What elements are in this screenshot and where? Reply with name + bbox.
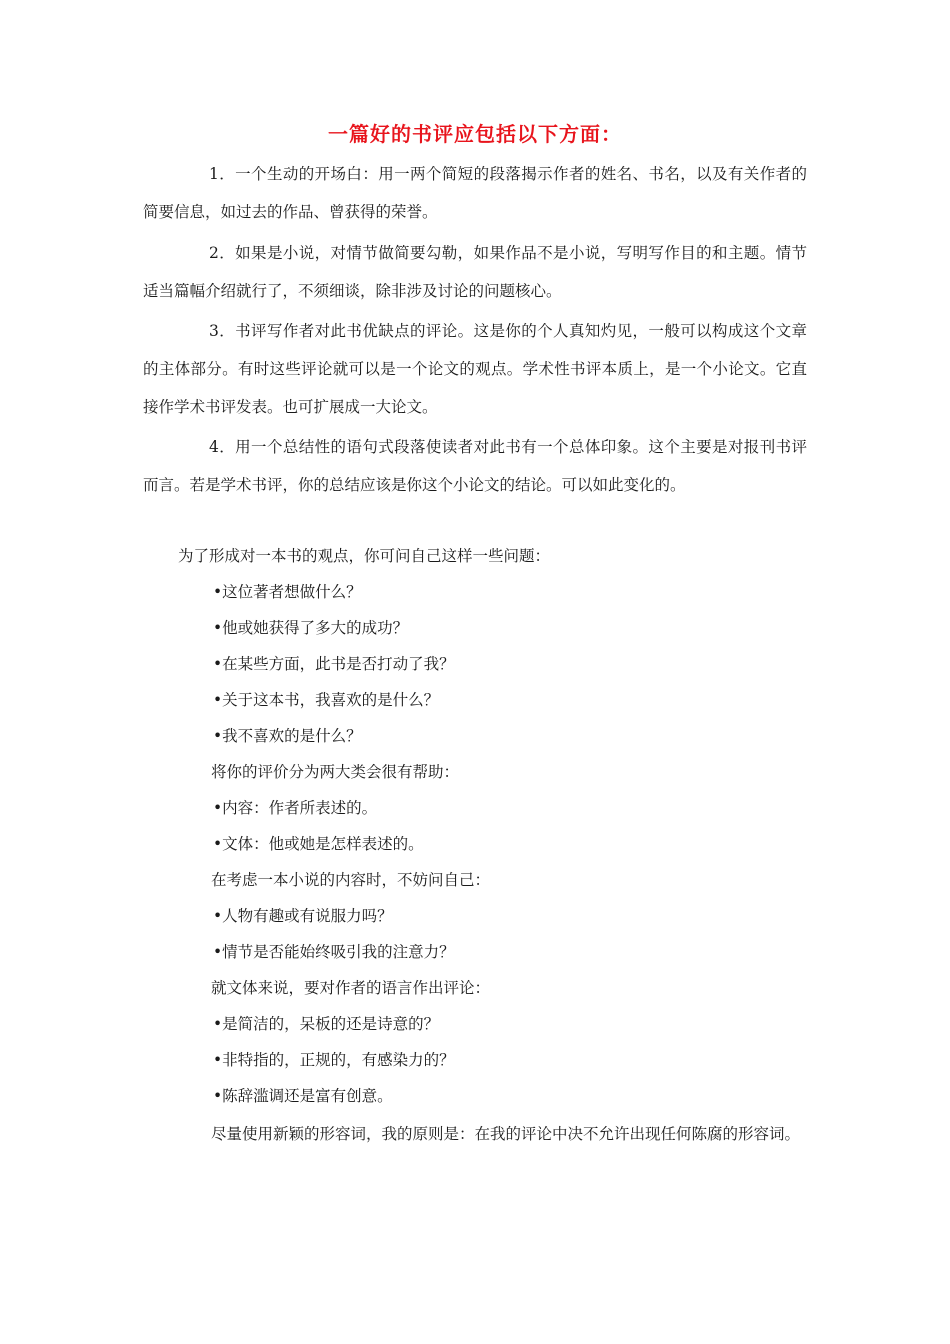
point-paragraph-3: 3．书评写作者对此书优缺点的评论。这是你的个人真知灼见，一般可以构成这个文章的主体部分。有时这些评论就可以是一个论文的观点。学术性书评本质上，是一个小论文。它直接作学术书评发表。也可扩展成一大论文。 [143, 322, 807, 416]
novel-question-item: •情节是否能始终吸引我的注意力？ [213, 943, 455, 961]
style-question-item: •非特指的，正规的，有感染力的？ [213, 1051, 455, 1069]
novel-question-item: •人物有趣或有说服力吗？ [213, 907, 393, 925]
category-item: •文体：他或她是怎样表述的。 [213, 835, 424, 853]
question-item: •我不喜欢的是什么？ [213, 727, 362, 745]
novel-intro: 在考虑一本小说的内容时，不妨问自己： [211, 871, 491, 889]
document-title: 一篇好的书评应包括以下方面： [328, 122, 622, 146]
questions-intro: 为了形成对一本书的观点，你可问自己这样一些问题： [178, 547, 551, 565]
question-item: •在某些方面，此书是否打动了我？ [213, 655, 455, 673]
style-question-item: •是简洁的，呆板的还是诗意的？ [213, 1015, 440, 1033]
question-item: •这位著者想做什么？ [213, 583, 362, 601]
style-question-item: •陈辞滥调还是富有创意。 [213, 1087, 393, 1105]
closing-paragraph: 尽量使用新颖的形容词，我的原则是：在我的评论中决不允许出现任何陈腐的形容词。 [211, 1125, 801, 1143]
point-paragraph-4: 4．用一个总结性的语句式段落使读者对此书有一个总体印象。这个主要是对报刊书评而言。若是学术书评，你的总结应该是你这个小论文的结论。可以如此变化的。 [143, 438, 807, 494]
style-intro: 就文体来说，要对作者的语言作出评论： [211, 979, 491, 997]
categories-intro: 将你的评价分为两大类会很有帮助： [211, 763, 460, 781]
point-paragraph-2: 2．如果是小说，对情节做简要勾勒，如果作品不是小说，写明写作目的和主题。情节适当篇幅介绍就行了，不须细谈，除非涉及讨论的问题核心。 [143, 244, 807, 300]
category-item: •内容：作者所表述的。 [213, 799, 378, 817]
question-item: •他或她获得了多大的成功？ [213, 619, 409, 637]
point-paragraph-1: 1．一个生动的开场白：用一两个简短的段落揭示作者的姓名、书名，以及有关作者的简要信息，如过去的作品、曾获得的荣誉。 [143, 165, 807, 221]
question-item: •关于这本书，我喜欢的是什么？ [213, 691, 440, 709]
